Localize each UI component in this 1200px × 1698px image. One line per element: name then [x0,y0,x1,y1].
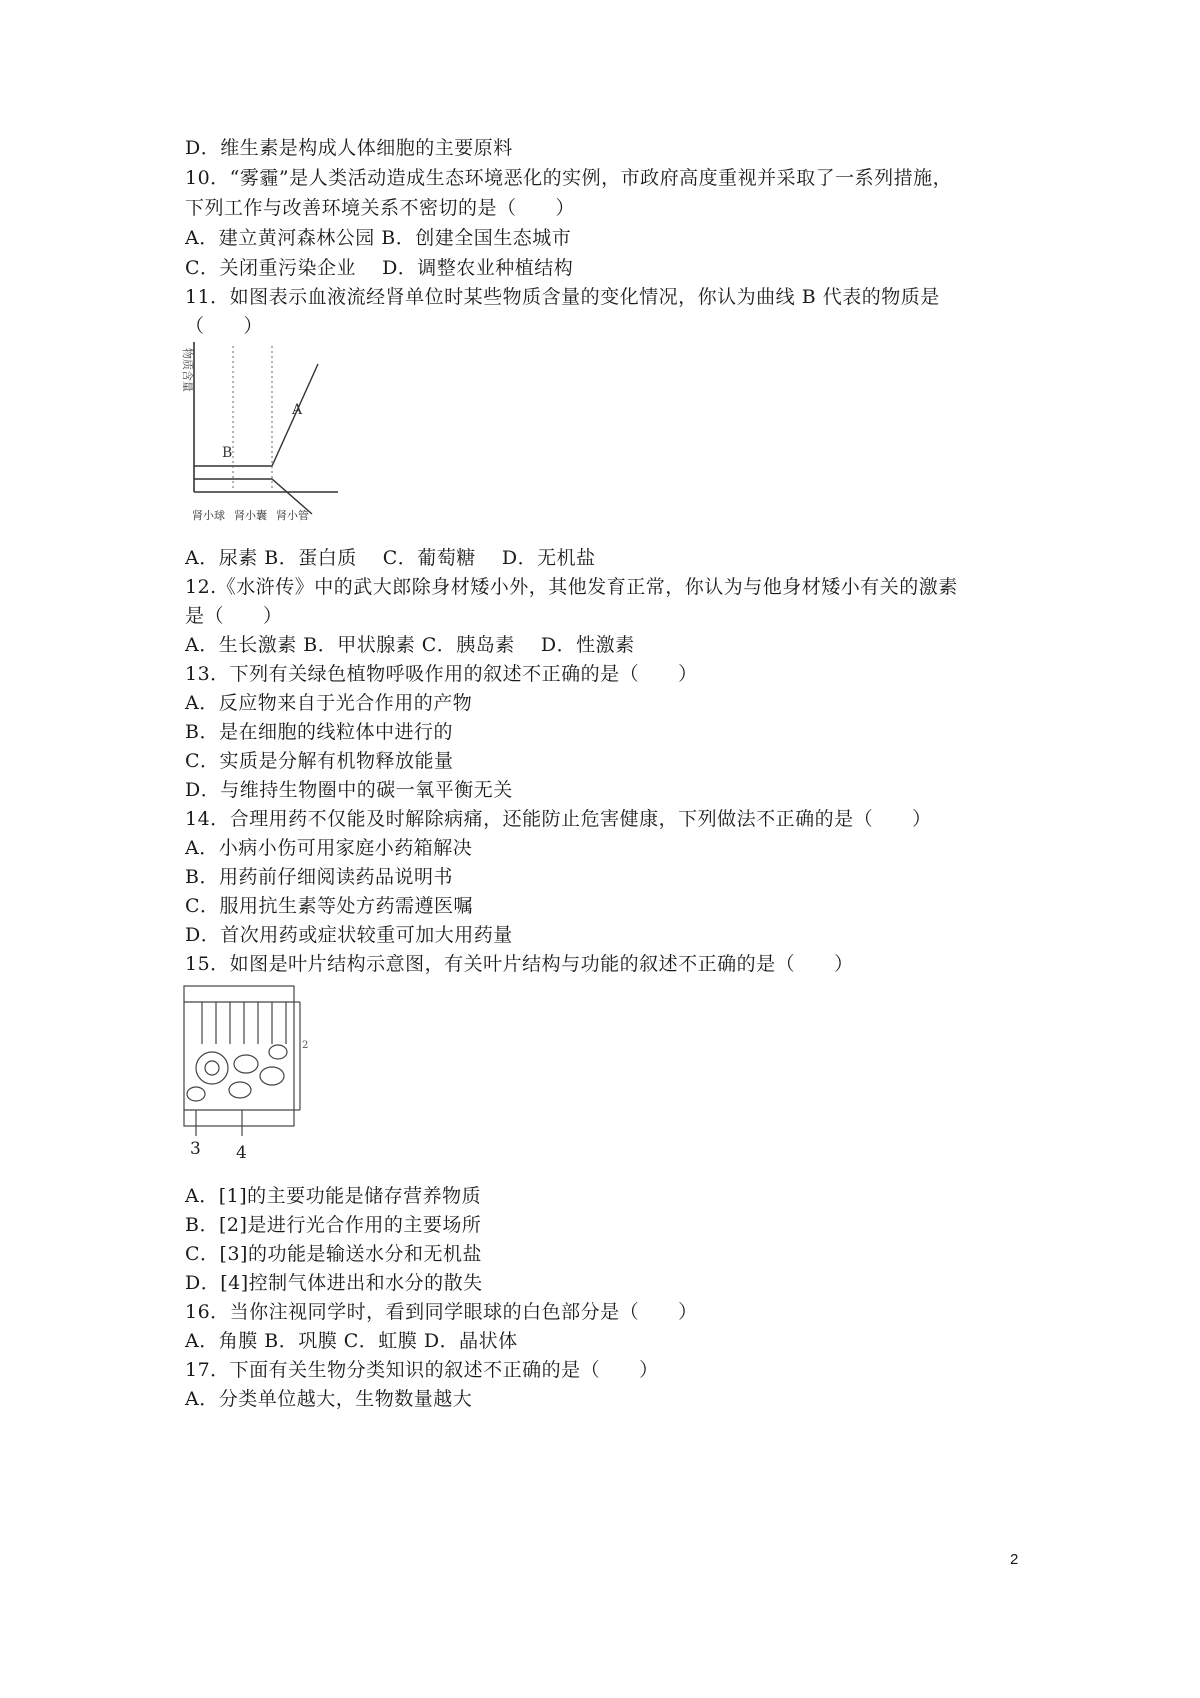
option-line: C．实质是分解有机物释放能量 [185,750,454,772]
y-axis-label: 物质含量 [181,348,194,392]
option-line: D．与维持生物圈中的碳一氧平衡无关 [185,779,513,801]
question-16: 16．当你注视同学时，看到同学眼球的白色部分是（ ） [185,1301,698,1323]
side-label-2: 2 [302,1040,309,1051]
x-label-glomerulus: 肾小球 [192,509,225,522]
option-line: C．[3]的功能是输送水分和无机盐 [185,1243,482,1265]
option-line: D．[4]控制气体进出和水分的散失 [185,1272,483,1294]
option-line: D．首次用药或症状较重可加大用药量 [185,924,513,946]
option-line: A．建立黄河森林公园 B．创建全国生态城市 [185,227,572,249]
text-line: D．维生素是构成人体细胞的主要原料 [185,137,513,159]
label-3: 3 [190,1139,201,1159]
question-12: 12.《水浒传》中的武大郎除身材矮小外，其他发育正常，你认为与他身材矮小有关的激素 [185,576,958,598]
label-4: 4 [236,1143,247,1163]
curve-b-label: B [222,445,233,461]
option-line: A．分类单位越大，生物数量越大 [185,1388,473,1410]
option-line: B．是在细胞的线粒体中进行的 [185,721,453,743]
leaf-structure-diagram [182,984,312,1162]
option-line: C．关闭重污染企业 D．调整农业种植结构 [185,257,574,279]
text-line: 是（ ） [185,605,283,627]
option-line: A．尿素 B．蛋白质 C．葡萄糖 D．无机盐 [185,547,596,569]
option-line: A．角膜 B．巩膜 C．虹膜 D．晶状体 [185,1330,518,1352]
option-line: A．[1]的主要功能是储存营养物质 [185,1185,482,1207]
question-17: 17．下面有关生物分类知识的叙述不正确的是（ ） [185,1359,659,1381]
text-line: 下列工作与改善环境关系不密切的是（ ） [185,197,576,219]
question-11: 11．如图表示血液流经肾单位时某些物质含量的变化情况，你认为曲线 B 代表的物质是 [185,286,940,308]
question-10: 10．“雾霾”是人类活动造成生态环境恶化的实例，市政府高度重视并采取了一系列措施， [185,167,953,189]
curve-a-label: A [292,402,303,418]
option-line: C．服用抗生素等处方药需遵医嘱 [185,895,474,917]
x-label-capsule: 肾小囊 [234,509,267,522]
option-line: B．用药前仔细阅读药品说明书 [185,866,453,888]
option-line: A．生长激素 B．甲状腺素 C．胰岛素 D．性激素 [185,634,635,656]
x-label-tubule: 肾小管 [276,509,309,522]
question-15: 15．如图是叶片结构示意图，有关叶片结构与功能的叙述不正确的是（ ） [185,953,854,975]
option-line: B．[2]是进行光合作用的主要场所 [185,1214,482,1236]
question-14: 14．合理用药不仅能及时解除病痛，还能防止危害健康，下列做法不正确的是（ ） [185,808,932,830]
page-number: 2 [1010,1551,1019,1568]
option-line: A．小病小伤可用家庭小药箱解决 [185,837,473,859]
kidney-substance-graph [181,342,340,528]
text-line: （ ） [185,315,264,337]
question-13: 13．下列有关绿色植物呼吸作用的叙述不正确的是（ ） [185,663,698,685]
option-line: A．反应物来自于光合作用的产物 [185,692,473,714]
